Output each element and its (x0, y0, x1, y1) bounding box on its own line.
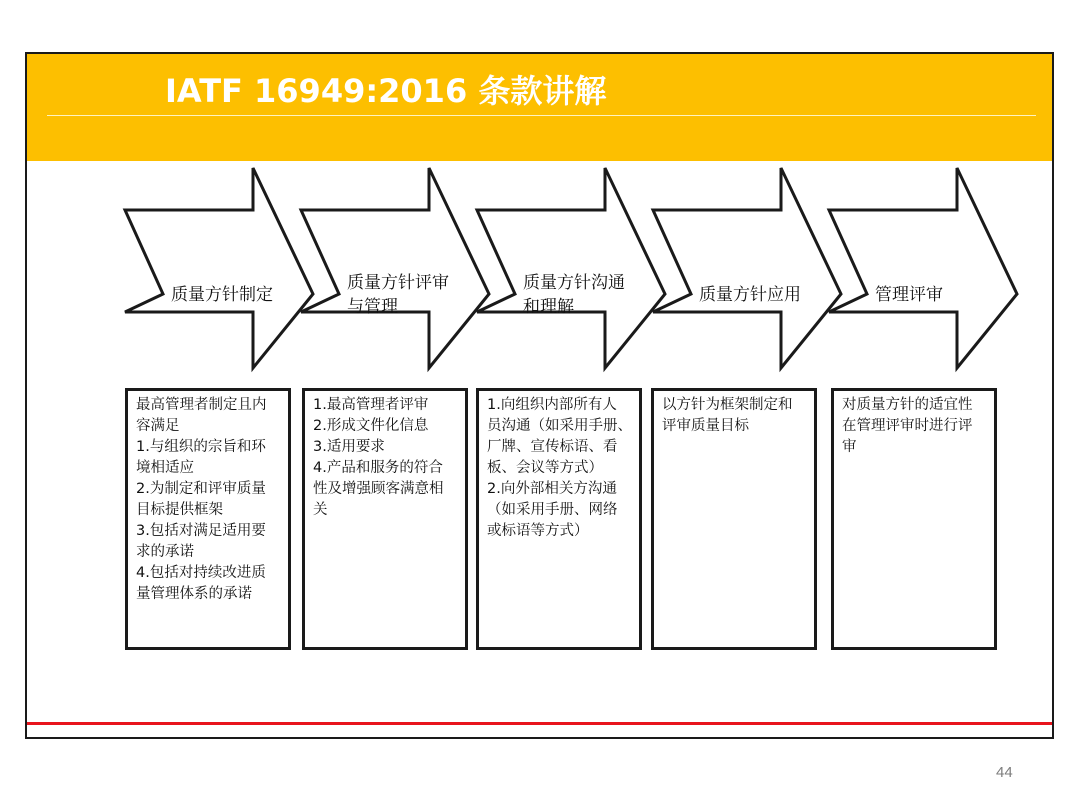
step-label-2-line-2: 与管理 (347, 297, 398, 317)
step-label-4-line-1: 质量方针应用 (699, 285, 801, 305)
step-arrow-3 (477, 168, 665, 368)
step-detail-box-3: 1.向组织内部所有人 员沟通（如采用手册、 厂牌、宣传标语、看 板、会议等方式） 2.向外部相关方沟通 （如采用手册、网络 或标语等方式） (476, 388, 642, 650)
step-label-5-line-1: 管理评审 (875, 285, 943, 305)
step-arrow-2 (301, 168, 489, 368)
step-label-2-line-1: 质量方针评审 (347, 273, 449, 293)
step-arrow-4 (653, 168, 841, 368)
step-label-3-line-2: 和理解 (523, 297, 574, 317)
slide (25, 52, 1054, 739)
footer-accent-line (27, 722, 1052, 725)
step-label-3-line-1: 质量方针沟通 (523, 273, 625, 293)
step-detail-box-5: 对质量方针的适宜性 在管理评审时进行评 审 (831, 388, 997, 650)
step-detail-box-2: 1.最高管理者评审 2.形成文件化信息 3.适用要求 4.产品和服务的符合 性及增强顾客满意相 关 (302, 388, 468, 650)
slide-title: IATF 16949:2016 条款讲解 (165, 72, 607, 110)
step-detail-box-4: 以方针为框架制定和 评审质量目标 (651, 388, 817, 650)
step-label-1-line-1: 质量方针制定 (171, 285, 273, 305)
page-number: 44 (996, 764, 1013, 781)
step-arrow-5 (829, 168, 1017, 368)
step-detail-box-1: 最高管理者制定且内 容满足 1.与组织的宗旨和环 境相适应 2.为制定和评审质量 目标提供框架 3.包括对满足适用要 求的承诺 4.包括对持续改进质 量管理体系的承诺 (125, 388, 291, 650)
step-arrow-1 (125, 168, 313, 368)
